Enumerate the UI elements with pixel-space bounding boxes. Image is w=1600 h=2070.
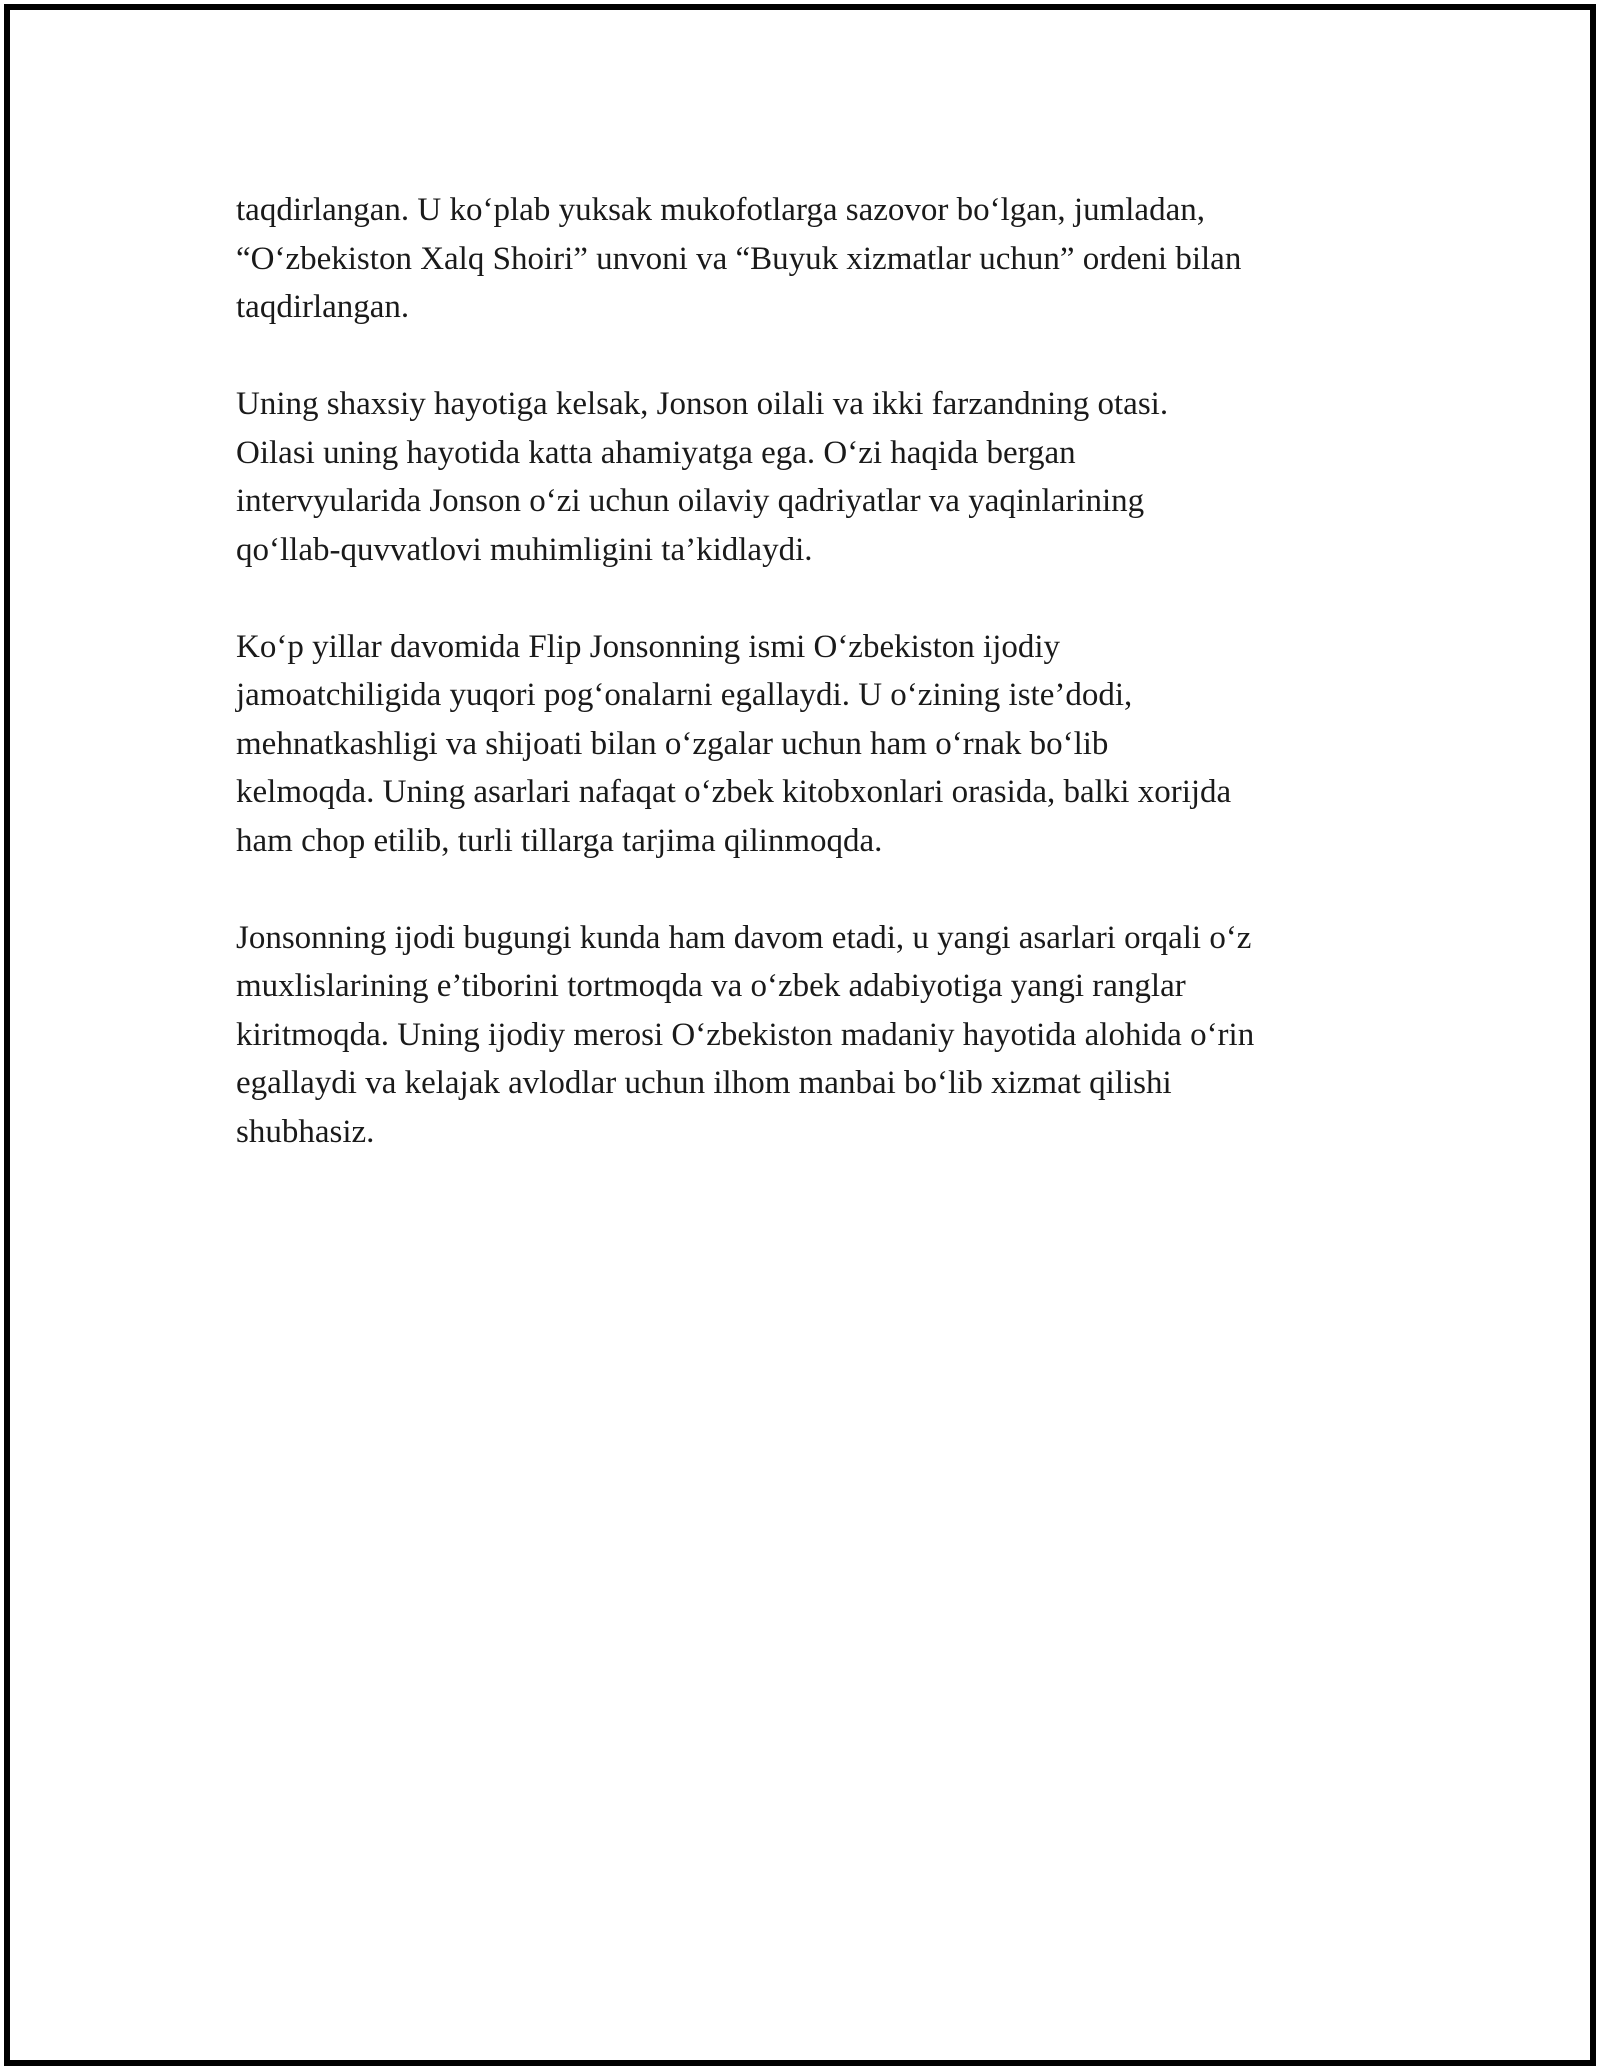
text-line: jamoatchiligida yuqori pog‘onalarni egallaydi. U o‘zining iste’dodi,	[236, 677, 1133, 713]
text-line: egallaydi va kelajak avlodlar uchun ilhom manbai bo‘lib xizmat qilishi	[236, 1065, 1172, 1101]
paragraph-awards	[236, 186, 1376, 332]
text-line: Jonsonning ijodi bugungi kunda ham davom etadi, u yangi asarlari orqali o‘z	[236, 919, 1252, 956]
paragraph-personal-life	[236, 380, 1376, 574]
text-line: muxlislarining e’tiborini tortmoqda va o‘zbek adabiyotiga yangi ranglar	[236, 968, 1186, 1004]
text-line: qo‘llab-quvvatlovi muhimligini ta’kidlaydi.	[236, 531, 813, 568]
document-body	[236, 186, 1376, 1205]
paragraph-legacy	[236, 914, 1376, 1157]
text-line: ham chop etilib, turli tillarga tarjima qilinmoqda.	[236, 822, 883, 859]
text-line: taqdirlangan. U ko‘plab yuksak mukofotlarga sazovor bo‘lgan, jumladan,	[236, 192, 1205, 228]
text-line: intervyularida Jonson o‘zi uchun oilaviy qadriyatlar va yaqinlarining	[236, 483, 1145, 519]
text-line: Uning shaxsiy hayotiga kelsak, Jonson oilali va ikki farzandning otasi.	[236, 386, 1169, 422]
text-line: “O‘zbekiston Xalq Shoiri” unvoni va “Buyuk xizmatlar uchun” ordeni bilan	[236, 240, 1242, 277]
text-line: Ko‘p yillar davomida Flip Jonsonning ismi O‘zbekiston ijodiy	[236, 628, 1061, 665]
text-line: taqdirlangan.	[236, 289, 410, 325]
text-line: mehnatkashligi va shijoati bilan o‘zgalar uchun ham o‘rnak bo‘lib	[236, 725, 1109, 762]
text-line: shubhasiz.	[236, 1113, 375, 1150]
text-line: kelmoqda. Uning asarlari nafaqat o‘zbek kitobxonlari orasida, balki xorijda	[236, 774, 1232, 810]
paragraph-reputation	[236, 623, 1376, 866]
text-line: Oilasi uning hayotida katta ahamiyatga ega. O‘zi haqida bergan	[236, 434, 1076, 471]
text-line: kiritmoqda. Uning ijodiy merosi O‘zbekiston madaniy hayotida alohida o‘rin	[236, 1016, 1255, 1053]
